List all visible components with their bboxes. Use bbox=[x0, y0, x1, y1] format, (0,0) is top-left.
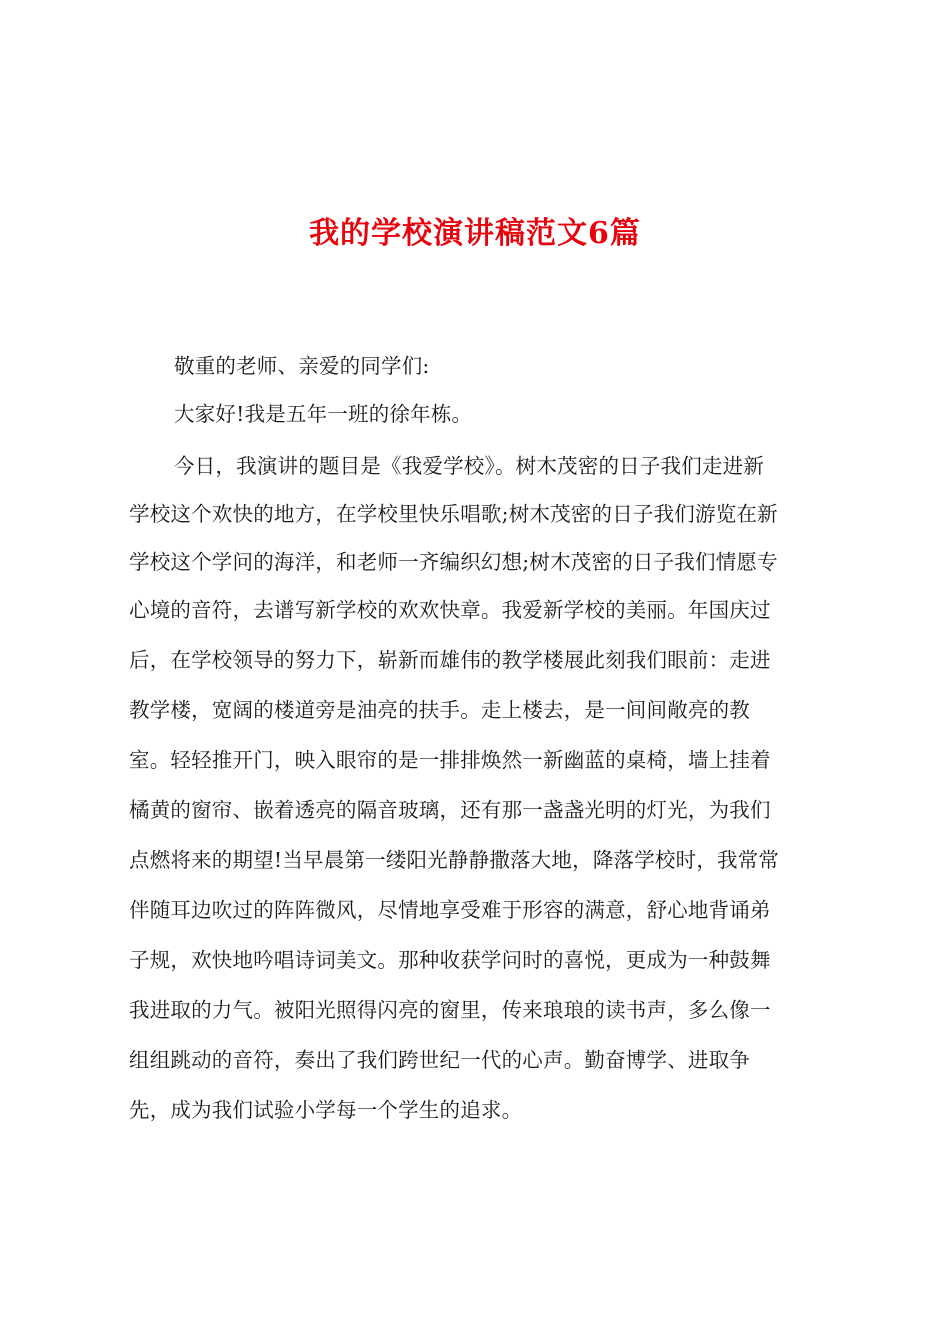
paragraph-line-11: 子规，欢快地吟唱诗词美文。那种收获学问时的喜悦，更成为一种鼓舞 bbox=[129, 948, 771, 972]
paragraph-line-9: 点燃将来的期望!当早晨第一缕阳光静静撒落大地，降落学校时，我常常 bbox=[129, 848, 780, 872]
document-title: 我的学校演讲稿范文6篇 bbox=[309, 216, 641, 251]
paragraph-line-12: 我进取的力气。被阳光照得闪亮的窗里，传来琅琅的读书声，多么像一 bbox=[129, 998, 771, 1022]
paragraph-line-2: 学校这个欢快的地方，在学校里快乐唱歌;树木茂密的日子我们游览在新 bbox=[129, 502, 778, 526]
paragraph-line-4: 心境的音符，去谱写新学校的欢欢快章。我爱新学校的美丽。年国庆过 bbox=[129, 598, 771, 622]
paragraph-line-3: 学校这个学问的海洋，和老师一齐编织幻想;树木茂密的日子我们情愿专 bbox=[129, 550, 778, 574]
paragraph-line-14: 先，成为我们试验小学每一个学生的追求。 bbox=[129, 1098, 523, 1122]
paragraph-line-13: 组组跳动的音符，奏出了我们跨世纪一代的心声。勤奋博学、进取争 bbox=[129, 1048, 750, 1072]
paragraph-line-6: 教学楼，宽阔的楼道旁是油亮的扶手。走上楼去，是一间间敞亮的教 bbox=[129, 698, 750, 722]
intro-line: 大家好!我是五年一班的徐年栋。 bbox=[174, 402, 473, 426]
greeting-line: 敬重的老师、亲爱的同学们: bbox=[174, 354, 430, 378]
paragraph-line-10: 伴随耳边吹过的阵阵微风，尽情地享受难于形容的满意，舒心地背诵弟 bbox=[129, 898, 771, 922]
paragraph-line-8: 橘黄的窗帘、嵌着透亮的隔音玻璃，还有那一盏盏光明的灯光，为我们 bbox=[129, 798, 771, 822]
paragraph-line-7: 室。轻轻推开门，映入眼帘的是一排排焕然一新幽蓝的桌椅，墙上挂着 bbox=[129, 748, 771, 772]
paragraph-line-5: 后，在学校领导的努力下，崭新而雄伟的教学楼展此刻我们眼前：走进 bbox=[129, 648, 771, 672]
paragraph-line-1: 今日，我演讲的题目是《我爱学校》。树木茂密的日子我们走进新 bbox=[174, 454, 765, 478]
